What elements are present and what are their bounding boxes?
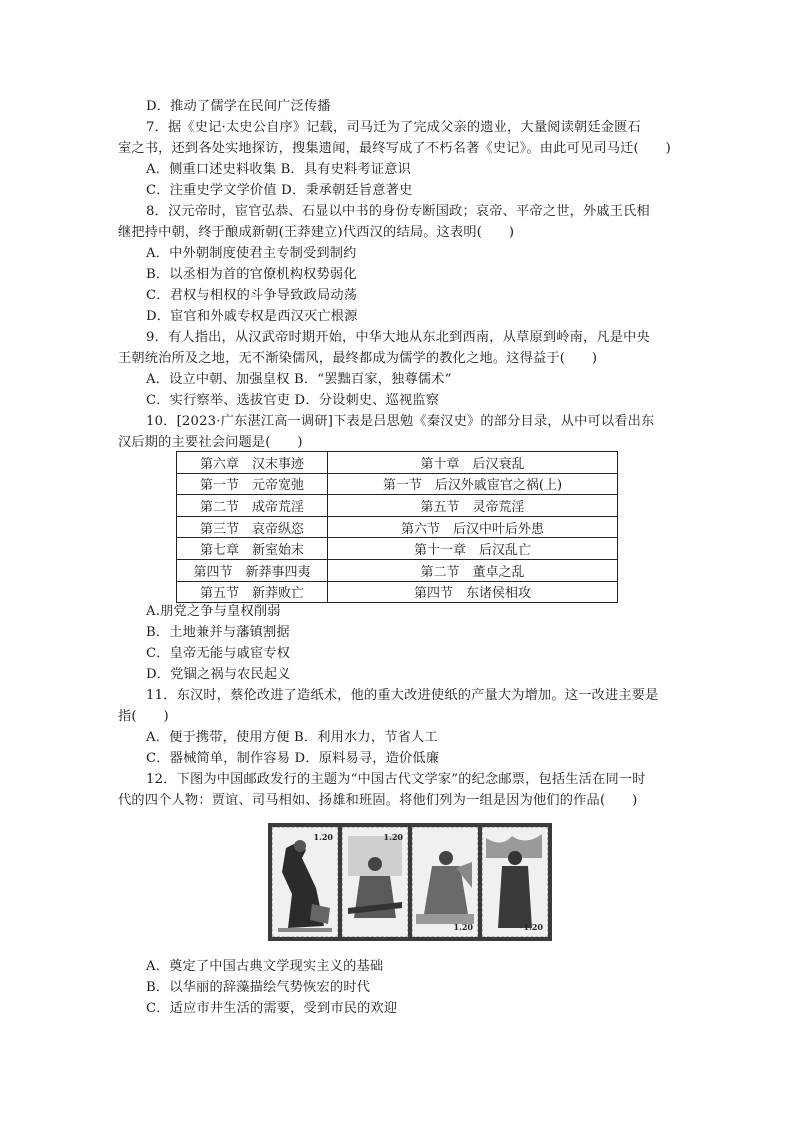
q9-options-ab: A．设立中朝、加强皇权 B．“罢黜百家，独尊儒术” xyxy=(146,372,452,387)
q9-options-cd: C．实行察举、选拔官吏 D．分设刺史、巡视监察 xyxy=(146,393,440,408)
table-row xyxy=(177,495,618,517)
table-cell: 第四节 新莽事四夷 xyxy=(177,559,328,581)
q11-stem-line2: 指( ) xyxy=(118,709,169,724)
q8-stem-line1: 8．汉元帝时，宦官弘恭、石显以中书的身份专断国政；哀帝、平帝之世，外戚王氏相 xyxy=(146,204,650,219)
table-cell: 第十一章 后汉乱亡 xyxy=(328,538,618,560)
table-cell: 第一节 后汉外戚宦官之祸(上) xyxy=(328,473,618,495)
table-cell: 第三节 哀帝纵恣 xyxy=(177,516,328,538)
q7-options-ab: A．侧重口述史料收集 B．具有史料考证意识 xyxy=(146,162,411,177)
stamp-set-image xyxy=(268,823,552,941)
table-cell: 第一节 元帝宽弛 xyxy=(177,473,328,495)
q10-stem-line1: 10．[2023·广东湛江高一调研]下表是吕思勉《秦汉史》的部分目录，从中可以看出东 xyxy=(146,414,655,429)
table-cell: 第六节 后汉中叶后外患 xyxy=(328,516,618,538)
q11-stem-line1: 11．东汉时，蔡伦改进了造纸术，他的重大改进使纸的产量大为增加。这一改进主要是 xyxy=(146,688,659,703)
figure-illustration xyxy=(342,828,408,937)
table-cell: 第二节 董卓之乱 xyxy=(328,559,618,581)
figure-illustration xyxy=(482,828,548,937)
table-row xyxy=(177,473,618,495)
q8-option-b: B．以丞相为首的官僚机构权势弱化 xyxy=(146,267,357,282)
stamp-value: 1.20 xyxy=(313,832,333,842)
q8-option-d: D．宦官和外戚专权是西汉灭亡根源 xyxy=(146,309,358,324)
q12-option-a: A．奠定了中国古典文学现实主义的基础 xyxy=(146,959,384,974)
q10-option-d: D．党锢之祸与农民起义 xyxy=(146,667,291,682)
table-cell: 第二节 成帝荒淫 xyxy=(177,495,328,517)
table-cell: 第五节 灵帝荒淫 xyxy=(328,495,618,517)
q12-option-c: C．适应市井生活的需要，受到市民的欢迎 xyxy=(146,1001,398,1016)
q9-stem-line1: 9．有人指出，从汉武帝时期开始，中华大地从东北到西南，从草原到岭南，凡是中央 xyxy=(146,330,650,345)
table-cell: 第十章 后汉衰乱 xyxy=(328,452,618,474)
q8-option-a: A．中外朝制度使君主专制受到制约 xyxy=(146,246,357,261)
qin-han-history-toc-table xyxy=(176,451,618,603)
table-row xyxy=(177,559,618,581)
q8-stem-line2: 继把持中朝，终于酿成新朝(王莽建立)代西汉的结局。这表明( ) xyxy=(118,225,515,240)
q11-options-cd: C．器械简单，制作容易 D．原料易寻，造价低廉 xyxy=(146,751,440,766)
stamp-yang-xiong xyxy=(412,827,478,937)
q7-stem-line2: 室之书，还到各处实地探访，搜集遗闻，最终写成了不朽名著《史记》。由此可见司马迁( ) xyxy=(118,141,671,156)
figure-illustration xyxy=(412,828,478,937)
q12-stem-line1: 12．下图为中国邮政发行的主题为“中国古代文学家”的纪念邮票，包括生活在同一时 xyxy=(146,772,646,787)
stamp-value: 1.20 xyxy=(453,922,473,932)
q10-stem-line2: 汉后期的主要社会问题是( ) xyxy=(118,435,303,450)
table-row xyxy=(177,538,618,560)
table-cell: 第四节 东诸侯相攻 xyxy=(328,581,618,603)
table-cell: 第七章 新室始末 xyxy=(177,538,328,560)
q7-stem-line1: 7．据《史记·太史公自序》记载，司马迁为了完成父亲的遗业，大量阅读朝廷金匮石 xyxy=(146,120,641,135)
q9-stem-line2: 王朝统治所及之地，无不渐染儒风，最终都成为儒学的教化之地。这得益于( ) xyxy=(118,351,598,366)
table-row xyxy=(177,452,618,474)
q11-options-ab: A．便于携带，使用方便 B．利用水力，节省人工 xyxy=(146,730,438,745)
q8-option-c: C．君权与相权的斗争导致政局动荡 xyxy=(146,288,358,303)
figure-illustration xyxy=(272,828,338,937)
q10-option-c: C．皇帝无能与戚宦专权 xyxy=(146,646,291,661)
q12-option-b: B．以华丽的辞藻描绘气势恢宏的时代 xyxy=(146,980,371,995)
table-row xyxy=(177,516,618,538)
q12-stem-line2: 代的四个人物：贾谊、司马相如、扬雄和班固。将他们列为一组是因为他们的作品( ) xyxy=(118,793,638,808)
table-cell: 第五节 新莽败亡 xyxy=(177,581,328,603)
stamp-value: 1.20 xyxy=(383,832,403,842)
q10-option-b: B．土地兼并与藩镇割据 xyxy=(146,625,290,640)
q7-options-cd: C．注重史学文学价值 D．秉承朝廷旨意著史 xyxy=(146,183,413,198)
stamp-sima-xiangru xyxy=(342,827,408,937)
table-cell: 第六章 汉末事迹 xyxy=(177,452,328,474)
stamp-ban-gu xyxy=(482,827,548,937)
stamp-value: 1.20 xyxy=(523,922,543,932)
stamp-jia-yi xyxy=(272,827,338,937)
q6-option-d: D．推动了儒学在民间广泛传播 xyxy=(146,99,331,114)
q10-option-a: A.朋党之争与皇权削弱 xyxy=(146,604,281,619)
table-row xyxy=(177,581,618,603)
